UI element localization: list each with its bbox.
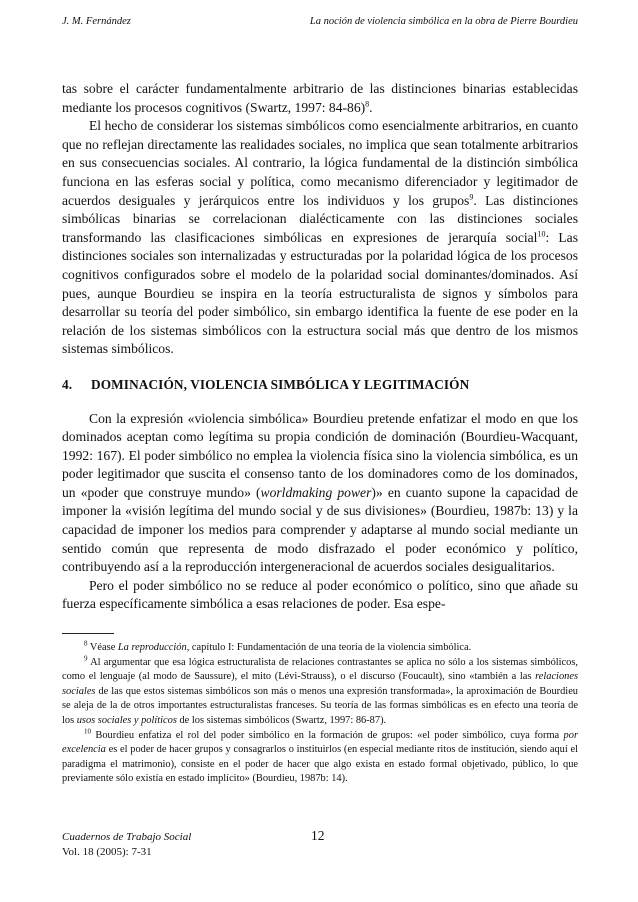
header-title: La noción de violencia simbólica en la obra de Pierre Bourdieu xyxy=(309,16,578,27)
footnote-ref-10: 10 xyxy=(537,229,546,239)
paragraph-1 xyxy=(62,80,578,117)
paragraph-1-end: . xyxy=(369,99,373,115)
footnote-ref-9: 9 xyxy=(469,192,474,202)
footnote-divider xyxy=(62,633,114,634)
footer-citation xyxy=(62,830,191,859)
footnote-9-number: 9 xyxy=(84,654,88,663)
footnotes xyxy=(62,641,578,787)
footnote-8-text-a: Véase xyxy=(89,642,118,653)
section-title: DOMINACIÓN, VIOLENCIA SIMBÓLICA Y LEGITIMACIÓN xyxy=(91,376,470,392)
footnote-9-italic-1: relaciones sociales xyxy=(62,671,578,697)
main-text xyxy=(62,80,578,614)
footer-journal: Cuadernos de Trabajo Social xyxy=(62,831,192,843)
footnote-10-text-a: Bourdieu enfatiza el rol del poder simbólico en la formación de grupos: «el poder simbólico, cuya forma xyxy=(95,729,564,741)
paragraph-4: Pero el poder simbólico no se reduce al poder económico o político, sino que añade su fuerza específicamente simbólica a esas relaciones de poder. Esa espe- xyxy=(62,577,578,612)
paragraph-3-text-b: )» en cuanto supone la capacidad de imponer la «visión legítima del mundo social y de sus divisiones» (Bourdieu, 1987b: 13) y la capacidad de imponer los medios para comprender y adaptarse al mundo social mediante un sentido común que representa de modo disfrazado el poder económico y político, contribuyendo así a la reproducción intergeneracional de acuerdos sociales desigualitarios. xyxy=(62,484,578,575)
paragraph-2-text-c: : Las distinciones sociales son internalizadas y estructuradas por la polaridad lógica de los procesos cognitivos configurados sobre el modelo de la polaridad social dominantes/dominados. Así pues, aunque Bourdieu se inspira en la teoría estructuralista de signos y símbolos para desarrollar su teoría del poder simbólico, sin embargo identifica la fuente de ese poder en la relación de los sistemas simbólicos con la estructura social más que dentro de los mismos sistemas simbólicos. xyxy=(62,229,578,357)
footnote-8 xyxy=(62,641,578,656)
page-number: 12 xyxy=(311,828,325,843)
paragraph-3-text-a: Con la expresión «violencia simbólica» Bourdieu pretende enfatizar el modo en que los dominados aceptan como legítima su propia condición de dominación (Bourdieu-Wacquant, 1992: 167). El poder simbólico no emplea la violencia física sino la violencia simbólica, es un poder legitimador que suscita el consenso tanto de los dominadores como de los dominados, un «poder que construye mundo» ( xyxy=(62,410,578,500)
footer-volume: Vol. 18 (2005): 7-31 xyxy=(62,845,152,858)
footnote-10 xyxy=(62,729,578,787)
paragraph-1-text: tas sobre el carácter fundamentalmente arbitrario de las distinciones binarias establecidas mediante los procesos cognitivos (Swartz, 1997: 84-86) xyxy=(62,81,578,115)
paragraph-3 xyxy=(62,410,578,577)
footnote-ref-8: 8 xyxy=(365,99,370,109)
footnote-9-text-c: de los sistemas simbólicos (Swartz, 1997: 86-87). xyxy=(176,714,387,726)
footnote-10-italic: por excelencia xyxy=(62,729,578,756)
footnote-9 xyxy=(62,656,578,729)
footnote-9-italic-2: usos sociales y políticos xyxy=(76,714,177,726)
header-author: J. M. Fernández xyxy=(62,16,131,27)
section-heading xyxy=(62,376,578,395)
paragraph-2-text-b: . Las distinciones simbólicas binarias se correlacionan dialécticamente con las distinciones sociales transformando las clasificaciones simbólicas en expresiones de jerarquía social xyxy=(62,192,579,245)
footnote-8-text-b: , capítulo I: Fundamentación de una teoría de la violencia simbólica. xyxy=(186,642,472,653)
paragraph-2-text-a: El hecho de considerar los sistemas simbólicos como esencialmente arbitrarios, en cuanto que no reflejan directamente las realidades sociales, no implica que sean totalmente arbitrarios en sus consecuencias sociales. Al contrario, la lógica fundamental de la distinción simbólica funciona en las esferas social y política, como mecanismo diferenciador y legitimador de acuerdos desiguales y jerárquicos entre los individuos y los grupos xyxy=(62,118,578,208)
paragraph-3-italic: worldmaking power xyxy=(260,484,372,500)
footnote-9-text-b: de las que estos sistemas simbólicos son más o menos una expresión transformada», la aproximación de Bourdieu se aleja de la de otros importantes estructuralistas franceses. Su teoría de las formas simbólicas es en efecto una teoría de los xyxy=(62,685,578,726)
section-number: 4. xyxy=(62,376,73,392)
footnote-9-text-a: Al argumentar que esa lógica estructuralista de relaciones contrastantes se aplica no sólo a los sistemas simbólicos, como el lenguaje (al modo de Saussure), el mito (Lévi-Strauss), o el discurso (Foucault), sino «también a las xyxy=(62,656,578,683)
footnote-10-number: 10 xyxy=(84,727,91,736)
footnote-8-number: 8 xyxy=(84,639,88,648)
footnote-8-italic: La reproducción xyxy=(117,642,187,653)
footnote-10-text-b: es el poder de hacer grupos y consagrarlos o instituirlos (en especial mediante ritos de institución, siendo aquí el paradigma el matrimonio), consiste en el poder de hacer que algo exista en estado formal objetivado, público, lo que previamente sólo existía en estado implícito» (Bourdieu, 1987b: 14). xyxy=(62,744,578,785)
paragraph-2 xyxy=(62,117,578,359)
running-header xyxy=(62,16,578,27)
